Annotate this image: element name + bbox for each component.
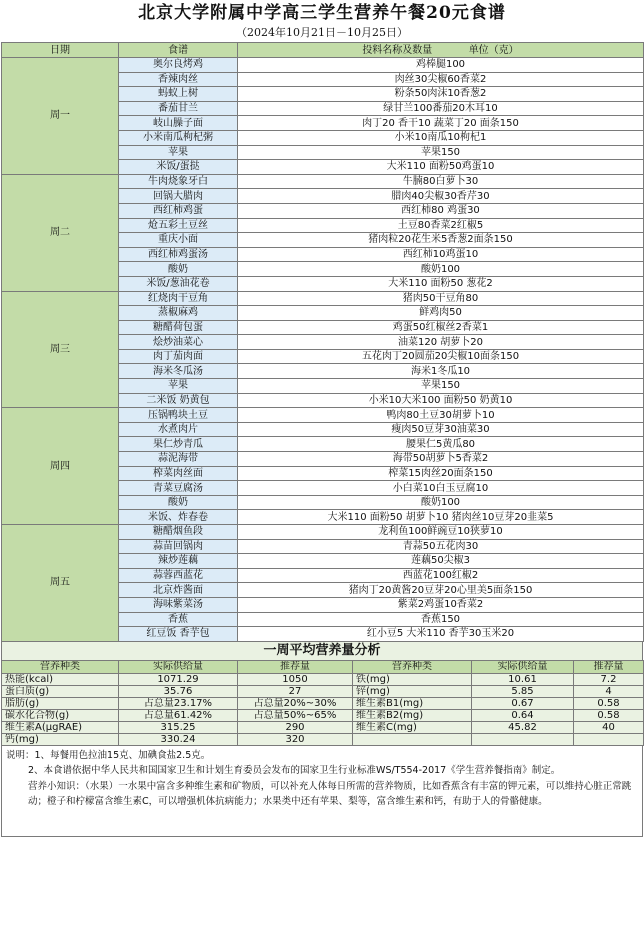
dish-name: 米饭/蛋挞 (119, 160, 238, 175)
dish-name: 红豆饭 香芋包 (119, 627, 238, 642)
nutrient-value: 0.58 (574, 709, 644, 721)
nutrient-value: 1071.29 (119, 673, 238, 685)
dish-ingredients: 莲藕50尖椒3 (238, 554, 644, 569)
dish-ingredients: 猪肉粒20花生米5香葱2面条150 (238, 233, 644, 248)
nutrient-value: 7.2 (574, 673, 644, 685)
dish-ingredients: 粉条50肉沫10香葱2 (238, 87, 644, 102)
menu-row (2, 291, 644, 306)
dish-ingredients: 青蒜50五花肉30 (238, 539, 644, 554)
dish-ingredients: 榨菜15肉丝20面条150 (238, 466, 644, 481)
dish-ingredients: 红小豆5 大米110 香芋30玉米20 (238, 627, 644, 642)
nutrient-name: 钙(mg) (2, 733, 119, 745)
nutrient-value: 0.64 (472, 709, 574, 721)
nutrient-value (574, 733, 644, 745)
dish-name: 水煮肉片 (119, 422, 238, 437)
nutrient-value: 0.67 (472, 697, 574, 709)
dish-ingredients: 鸭肉80土豆30胡萝卜10 (238, 408, 644, 423)
nutrient-value: 5.85 (472, 685, 574, 697)
menu-row (2, 174, 644, 189)
nutrition-row (2, 733, 644, 745)
nutrition-header-cell: 实际供给量 (119, 660, 238, 673)
dish-ingredients: 紫菜2鸡蛋10香菜2 (238, 597, 644, 612)
nutrition-row (2, 685, 644, 697)
dish-ingredients: 五花肉丁20圆茄20尖椒10面条150 (238, 349, 644, 364)
nutrition-header-cell: 营养种类 (2, 660, 119, 673)
dish-name: 海米冬瓜汤 (119, 364, 238, 379)
note-line-1: 说明：1、每餐用色拉油15克、加碘食盐2.5克。 (6, 749, 211, 761)
dish-name: 炝五彩土豆丝 (119, 218, 238, 233)
dish-ingredients: 肉丝30尖椒60香菜2 (238, 72, 644, 87)
dish-name: 西红柿鸡蛋 (119, 203, 238, 218)
dish-name: 蚂蚁上树 (119, 87, 238, 102)
dish-name: 蒜蓉西蓝花 (119, 568, 238, 583)
dish-ingredients: 酸奶100 (238, 495, 644, 510)
dish-name: 海味紫菜汤 (119, 597, 238, 612)
dish-name: 糖醋烟鱼段 (119, 525, 238, 540)
dish-ingredients: 小白菜10白玉豆腐10 (238, 481, 644, 496)
nutrient-name: 锌(mg) (353, 685, 472, 697)
nutrient-name: 热能(kcal) (2, 673, 119, 685)
nutrient-name: 维生素B1(mg) (353, 697, 472, 709)
nutrition-row (2, 673, 644, 685)
dish-ingredients: 大米110 面粉50 胡萝卜10 猪肉丝10豆芽20韭菜5 (238, 510, 644, 525)
nutrient-value: 占总量50%~65% (238, 709, 353, 721)
dish-ingredients: 肉丁20 香干10 蔬菜丁20 面条150 (238, 116, 644, 131)
dish-name: 糖醋荷包蛋 (119, 320, 238, 335)
dish-ingredients: 猪肉丁20黄酱20豆芽20心里美5面条150 (238, 583, 644, 598)
dish-name: 米饭、炸春卷 (119, 510, 238, 525)
header-ingredients (238, 43, 644, 58)
dish-name: 二米饭 奶黄包 (119, 393, 238, 408)
dish-name: 蒜泥海带 (119, 452, 238, 467)
date-range: （2024年10月21日－10月25日） (236, 26, 408, 39)
dish-ingredients: 土豆80香菜2红椒5 (238, 218, 644, 233)
nutrition-row (2, 709, 644, 721)
nutrition-row (2, 697, 644, 709)
dish-ingredients: 小米10大米100 面粉50 奶黄10 (238, 393, 644, 408)
dish-name: 酸奶 (119, 495, 238, 510)
nutrition-header-cell: 推荐量 (238, 660, 353, 673)
header-date: 日期 (2, 43, 119, 58)
dish-name: 北京炸酱面 (119, 583, 238, 598)
dish-name: 西红柿鸡蛋汤 (119, 247, 238, 262)
dish-name: 重庆小面 (119, 233, 238, 248)
nutrient-name: 维生素B2(mg) (353, 709, 472, 721)
day-label: 周三 (2, 291, 119, 408)
day-label: 周一 (2, 58, 119, 175)
dish-name: 榨菜肉丝面 (119, 466, 238, 481)
nutrient-value: 290 (238, 721, 353, 733)
header-ingredients-label: 投料名称及数量 (362, 44, 433, 56)
nutrient-value: 27 (238, 685, 353, 697)
dish-name: 米饭/葱油花卷 (119, 276, 238, 291)
nutrition-header-cell: 推荐量 (574, 660, 644, 673)
dish-ingredients: 鸡棒腿100 (238, 58, 644, 73)
nutrient-value: 40 (574, 721, 644, 733)
nutrient-value: 占总量20%~30% (238, 697, 353, 709)
dish-name: 香辣肉丝 (119, 72, 238, 87)
dish-name: 岐山臊子面 (119, 116, 238, 131)
nutrient-name (353, 733, 472, 745)
dish-name: 牛肉烧象牙白 (119, 174, 238, 189)
dish-name: 青菜豆腐汤 (119, 481, 238, 496)
dish-name: 苹果 (119, 379, 238, 394)
nutrient-value: 320 (238, 733, 353, 745)
menu-table (1, 42, 644, 642)
dish-name: 小米南瓜枸杞粥 (119, 130, 238, 145)
nutrient-value: 4 (574, 685, 644, 697)
nutrient-value: 占总量61.42% (119, 709, 238, 721)
nutrient-value (472, 733, 574, 745)
note-nutrition-tip: 营养小知识：（水果）一水果中富含多种维生素和矿物质，可以补充人体每日所需的营养物质，比如香蕉含有丰富的钾元素，可以维持心脏正常跳动；橙子和柠檬富含维生素C，可以增强机体抗病能力；水果类中还有苹果、梨等，富含维生素和钙，有助于人的骨骼健康。 (28, 780, 632, 808)
dish-name: 肉丁茄肉面 (119, 349, 238, 364)
menu-row (2, 408, 644, 423)
dish-name: 压锅鸭块土豆 (119, 408, 238, 423)
dish-name: 番茄甘兰 (119, 101, 238, 116)
page-title: 北京大学附属中学高三学生营养午餐20元食谱 (138, 3, 506, 23)
dish-ingredients: 鲜鸡肉50 (238, 306, 644, 321)
nutrition-row (2, 721, 644, 733)
nutrient-value: 10.61 (472, 673, 574, 685)
menu-row (2, 58, 644, 73)
day-label: 周五 (2, 525, 119, 642)
nutrient-value: 315.25 (119, 721, 238, 733)
dish-ingredients: 鸡蛋50红椒丝2香菜1 (238, 320, 644, 335)
dish-ingredients: 香蕉150 (238, 612, 644, 627)
nutrient-name: 维生素C(mg) (353, 721, 472, 733)
nutrition-header-cell: 实际供给量 (472, 660, 574, 673)
dish-ingredients: 腰果仁5黄瓜80 (238, 437, 644, 452)
dish-name: 苹果 (119, 145, 238, 160)
dish-name: 回锅大腊肉 (119, 189, 238, 204)
day-label: 周二 (2, 174, 119, 291)
dish-name: 红烧肉干豆角 (119, 291, 238, 306)
dish-name: 辣炒莲藕 (119, 554, 238, 569)
dish-ingredients: 龙利鱼100鲜豌豆10狭萝10 (238, 525, 644, 540)
day-label: 周四 (2, 408, 119, 525)
dish-ingredients: 大米110 面粉50鸡蛋10 (238, 160, 644, 175)
dish-ingredients: 苹果150 (238, 145, 644, 160)
notes-section (1, 746, 643, 837)
nutrient-value: 35.76 (119, 685, 238, 697)
dish-ingredients: 西红柿80 鸡蛋30 (238, 203, 644, 218)
nutrient-value: 330.24 (119, 733, 238, 745)
dish-ingredients: 苹果150 (238, 379, 644, 394)
nutrient-value: 45.82 (472, 721, 574, 733)
menu-row (2, 525, 644, 540)
dish-ingredients: 大米110 面粉50 葱花2 (238, 276, 644, 291)
dish-name: 蒸椒麻鸡 (119, 306, 238, 321)
dish-ingredients: 酸奶100 (238, 262, 644, 277)
nutrient-value: 占总量23.17% (119, 697, 238, 709)
nutrient-name: 铁(mg) (353, 673, 472, 685)
dish-name: 奥尔良烤鸡 (119, 58, 238, 73)
dish-ingredients: 油菜120 胡萝卜20 (238, 335, 644, 350)
dish-ingredients: 瘦肉50豆芽30油菜30 (238, 422, 644, 437)
nutrition-header-row (2, 660, 644, 673)
dish-ingredients: 海带50胡萝卜5香菜2 (238, 452, 644, 467)
dish-name: 酸奶 (119, 262, 238, 277)
dish-ingredients: 猪肉50干豆角80 (238, 291, 644, 306)
dish-name: 果仁炒青瓜 (119, 437, 238, 452)
dish-ingredients: 牛腩80白萝卜30 (238, 174, 644, 189)
header-dish: 食谱 (119, 43, 238, 58)
dish-ingredients: 西蓝花100红椒2 (238, 568, 644, 583)
nutrient-name: 维生素A(μgRAE) (2, 721, 119, 733)
nutrient-value: 1050 (238, 673, 353, 685)
note-line-2: 2、本食谱依据中华人民共和国国家卫生和计划生育委员会发布的国家卫生行业标准WS/T554-2017《学生营养餐指南》制定。 (28, 765, 561, 777)
nutrient-name: 脂肪(g) (2, 697, 119, 709)
nutrition-title: 一周平均营养量分析 (1, 642, 643, 660)
nutrient-name: 碳水化合物(g) (2, 709, 119, 721)
dish-ingredients: 小米10南瓜10枸杞1 (238, 130, 644, 145)
dish-ingredients: 绿甘兰100番茄20木耳10 (238, 101, 644, 116)
nutrient-value: 0.58 (574, 697, 644, 709)
dish-ingredients: 腊肉40尖椒30香芹30 (238, 189, 644, 204)
nutrition-table (1, 660, 644, 746)
dish-ingredients: 西红柿10鸡蛋10 (238, 247, 644, 262)
dish-ingredients: 海米1冬瓜10 (238, 364, 644, 379)
nutrition-header-cell: 营养种类 (353, 660, 472, 673)
nutrient-name: 蛋白质(g) (2, 685, 119, 697)
dish-name: 烩炒油菜心 (119, 335, 238, 350)
dish-name: 蒜苗回锅肉 (119, 539, 238, 554)
dish-name: 香蕉 (119, 612, 238, 627)
header-unit-label: 单位（克） (468, 44, 519, 56)
menu-header-row (2, 43, 644, 58)
